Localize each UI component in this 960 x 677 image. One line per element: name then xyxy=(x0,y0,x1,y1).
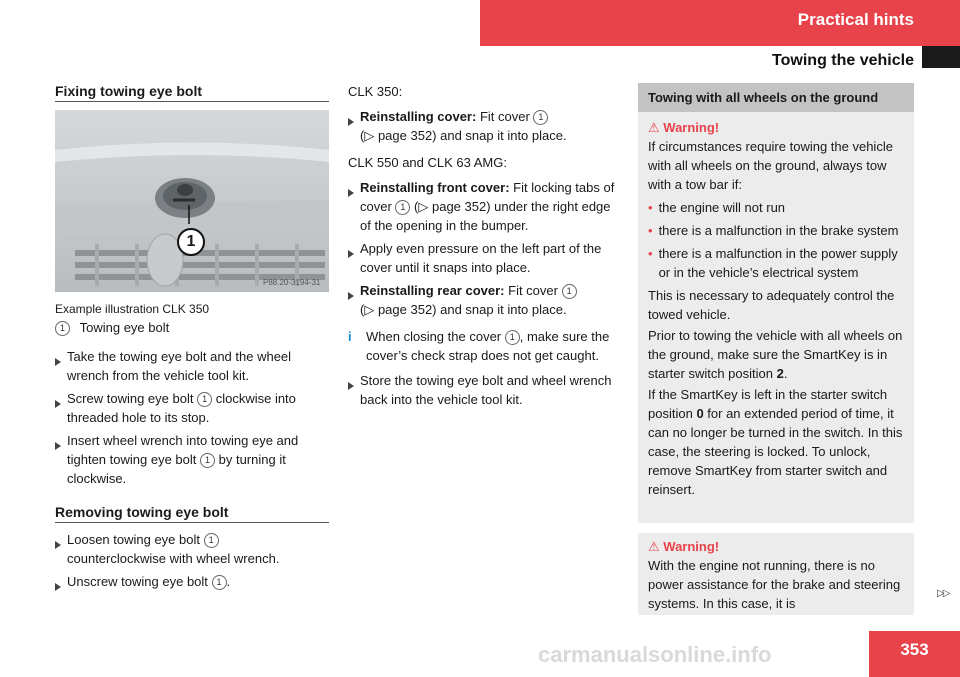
warning-icon: ⚠ xyxy=(648,120,660,135)
callout-ref: 1 xyxy=(55,321,70,336)
remove-steps xyxy=(55,530,327,597)
warning-icon: ⚠ xyxy=(648,539,660,554)
remove-heading: Removing towing eye bolt xyxy=(55,504,229,520)
page-title: Towing the vehicle xyxy=(772,52,914,69)
warning-box-2 xyxy=(638,533,914,615)
callout-1: 1 xyxy=(177,228,205,256)
page-number: 353 xyxy=(869,631,960,677)
step: Take the towing eye bolt and the wheel wrench from the vehicle tool kit. xyxy=(55,347,327,385)
warning-text: If circumstances require towing the vehicle with all wheels on the ground, always tow with a tow bar if: xyxy=(648,139,893,192)
warning-label: ⚠ Warning! xyxy=(648,120,720,135)
towing-box xyxy=(638,83,914,523)
towing-eye-photo xyxy=(55,110,329,292)
info-note: i When closing the cover 1 , make sure the cover’s check strap does not get caught. xyxy=(348,329,610,363)
warning-label: ⚠ Warning! xyxy=(648,539,720,554)
step: Apply even pressure on the left part of the cover until it snaps into place. xyxy=(348,239,624,277)
middle-column xyxy=(348,82,624,409)
divider xyxy=(55,101,329,102)
model-label: CLK 350: xyxy=(348,84,403,99)
bullet: • there is a malfunction in the power supply or in the vehicle’s electrical system xyxy=(648,246,898,280)
photo-code: P88.20-3194-31 xyxy=(263,278,321,287)
model-label: CLK 550 and CLK 63 AMG: xyxy=(348,155,507,170)
photo-caption: Example illustration CLK 350 xyxy=(55,302,210,316)
fix-heading: Fixing towing eye bolt xyxy=(55,83,202,99)
section-title: Practical hints xyxy=(797,10,914,29)
step: Insert wheel wrench into towing eye and tighten towing eye bolt 1 by turning it clockwise. xyxy=(55,431,327,488)
step: Reinstalling rear cover: Fit cover 1 (▷ page 352) and snap it into place. xyxy=(348,281,624,319)
bullet: • there is a malfunction in the brake system xyxy=(648,223,899,238)
step: Unscrew towing eye bolt 1 . xyxy=(55,572,327,597)
next-page-marker: ▷▷ xyxy=(937,588,949,599)
header-black-tab xyxy=(922,46,960,68)
bullet: • the engine will not run xyxy=(648,200,786,215)
fix-steps xyxy=(55,347,327,488)
step: Screw towing eye bolt 1 clockwise into threaded hole to its stop. xyxy=(55,389,327,427)
watermark: carmanualsonline.info xyxy=(538,642,772,667)
paragraph: This is necessary to adequately control the towed vehicle. xyxy=(648,288,895,322)
info-icon: i xyxy=(348,329,352,344)
box-title: Towing with all wheels on the ground xyxy=(638,83,914,112)
legend-item: 1 Towing eye bolt xyxy=(55,318,169,337)
step: Loosen towing eye bolt 1 counterclockwise with wheel wrench. xyxy=(55,530,327,568)
paragraph: Prior to towing the vehicle with all wheels on the ground, make sure the SmartKey is in starter switch position 2. xyxy=(648,328,903,381)
step: Reinstalling cover: Fit cover 1 (▷ page 352) and snap it into place. xyxy=(348,107,624,145)
warning-text: With the engine not running, there is no power assistance for the brake and steering systems. In this case, it is xyxy=(648,558,901,611)
step: Store the towing eye bolt and wheel wrench back into the vehicle tool kit. xyxy=(348,371,624,409)
paragraph: If the SmartKey is left in the starter switch position 0 for an extended period of time, it can no longer be turned in the switch. In this case, the steering is locked. To unlock, remove SmartKey from starter switch and reinsert. xyxy=(648,387,903,497)
step: Reinstalling front cover: Fit locking tabs of cover 1 (▷ page 352) under the right edge of the opening in the bumper. xyxy=(348,178,624,235)
divider xyxy=(55,522,329,523)
